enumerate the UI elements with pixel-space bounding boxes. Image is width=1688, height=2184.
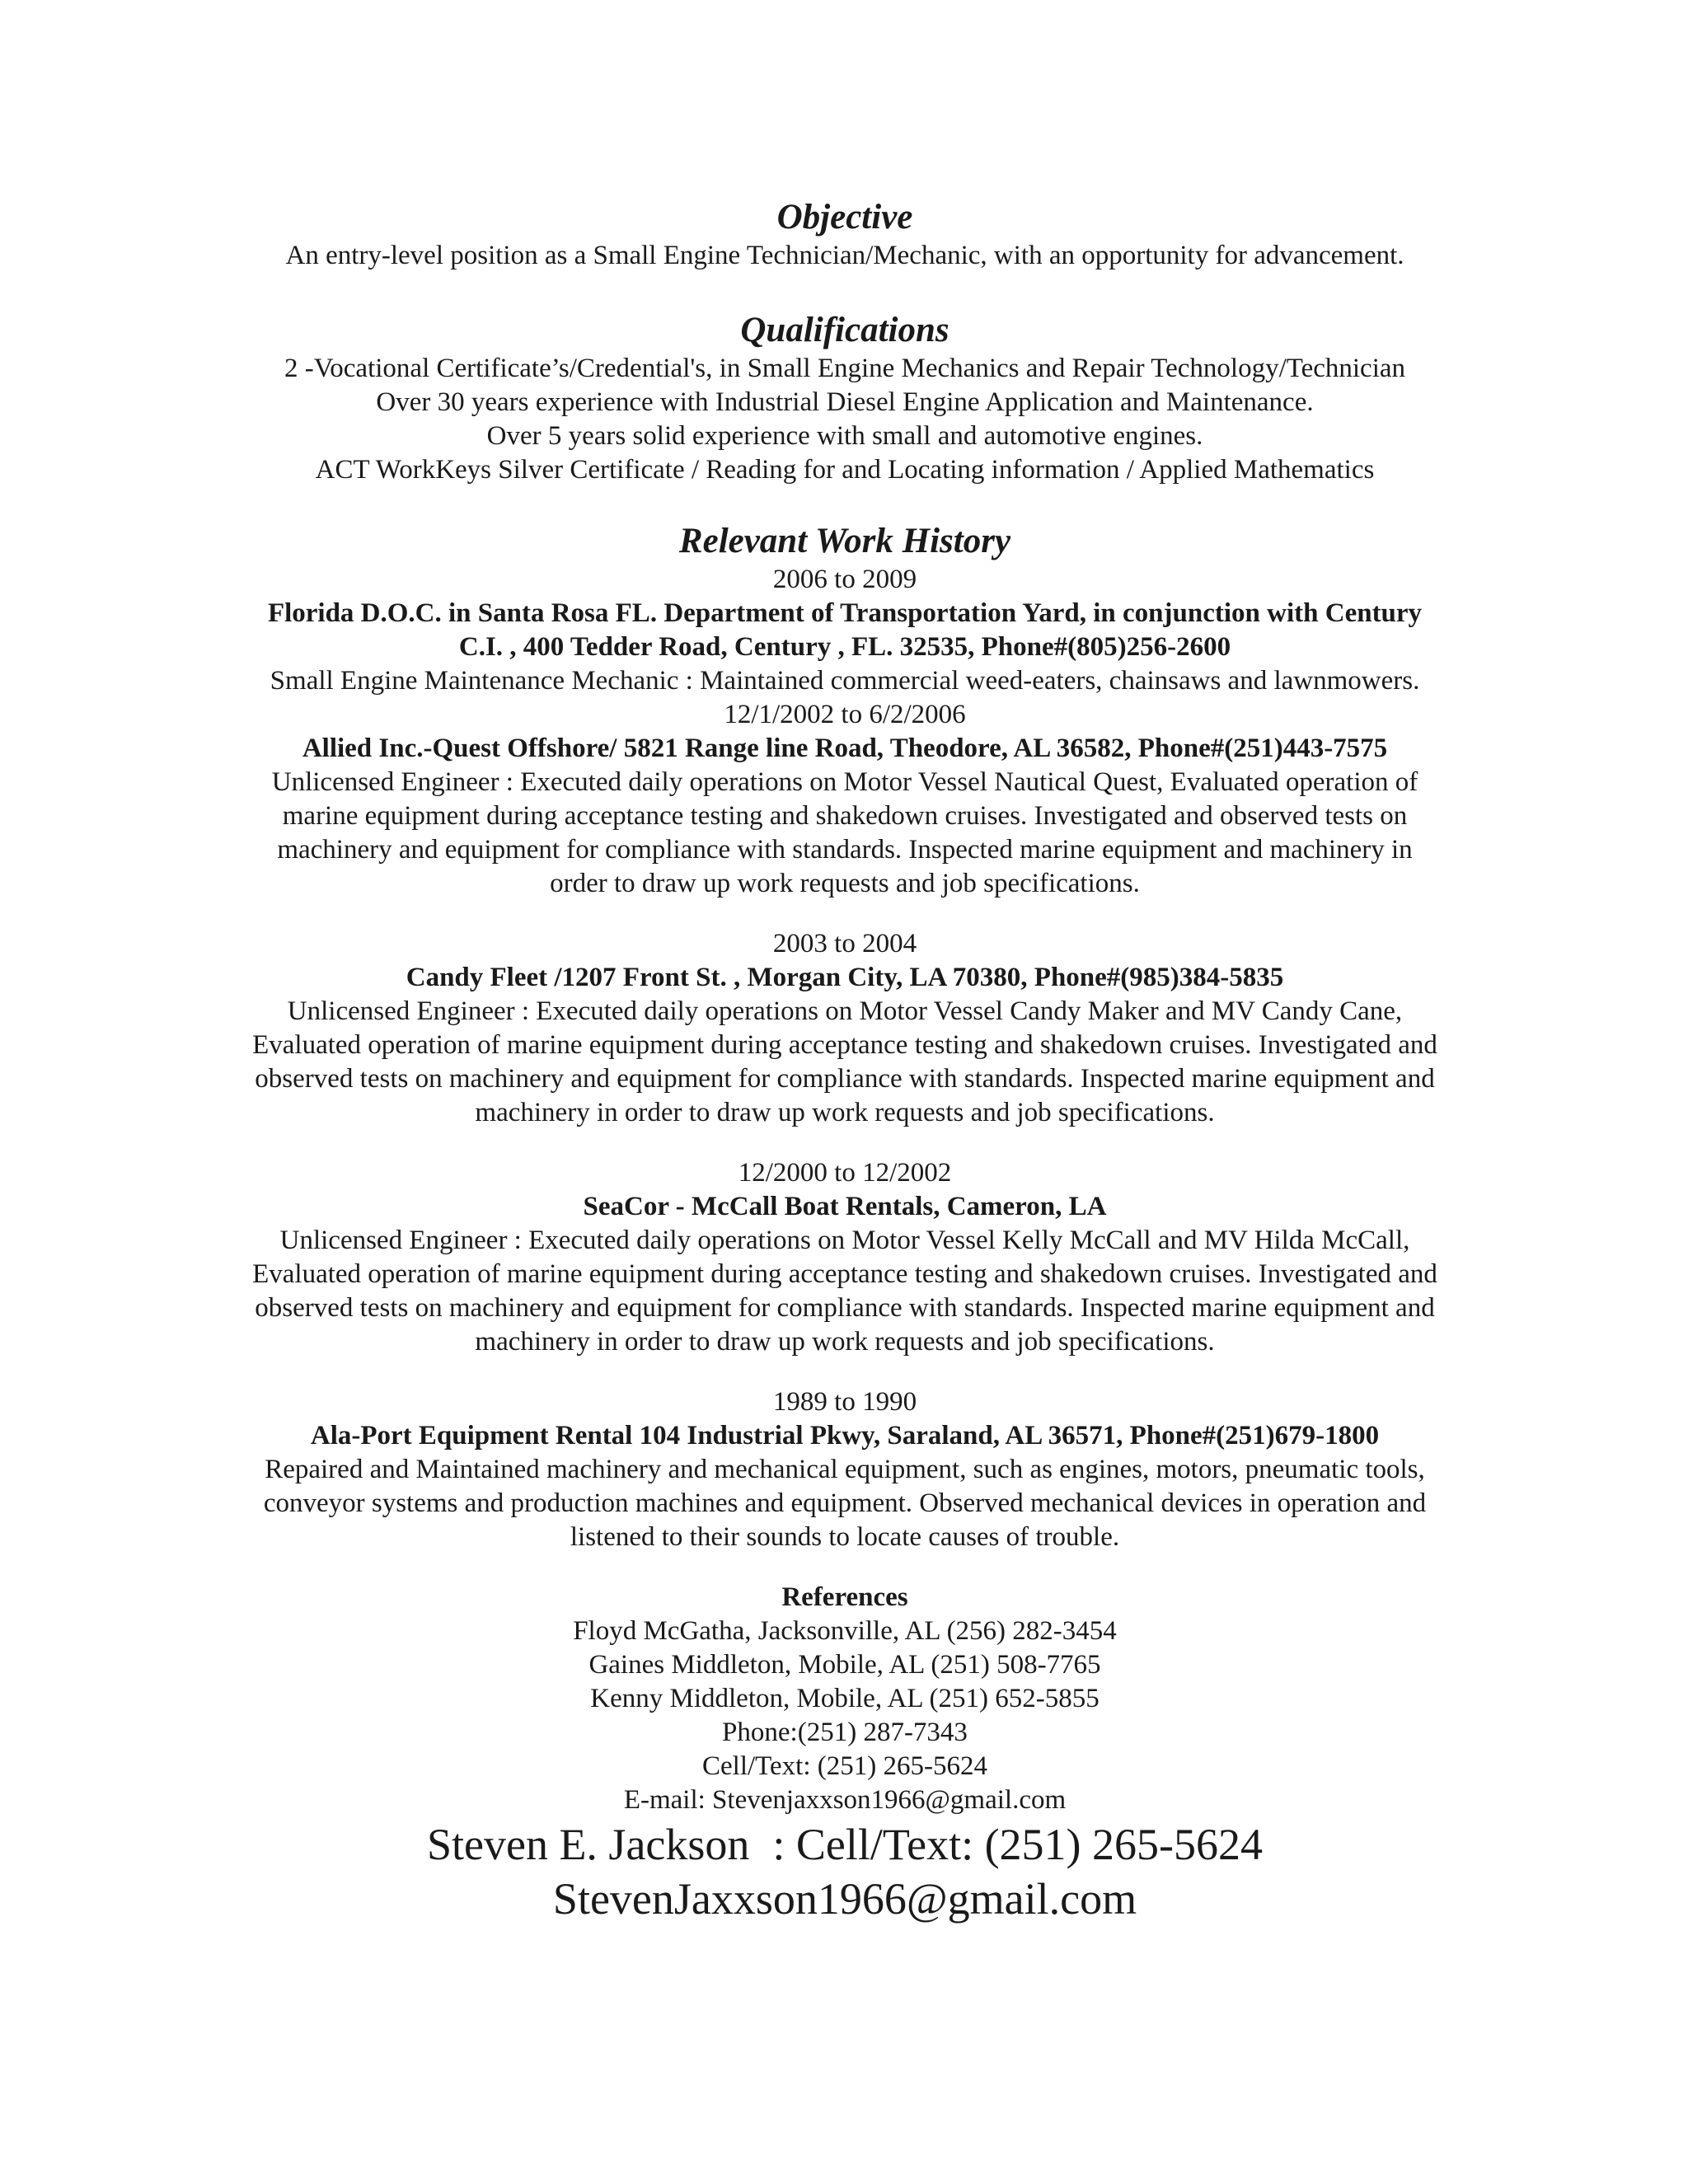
contact-section [190,1817,1500,1926]
job-entry [190,927,1500,1130]
objective-heading: Objective [776,198,913,237]
references-heading: References [781,1582,908,1612]
contact-name: Steven E. Jackson [426,1820,750,1869]
reference-line: Phone:(251) 287-7343 [722,1718,968,1747]
job-description: listened to their sounds to locate causes of trouble. [570,1522,1120,1552]
job-description: order to draw up work requests and job specifications. [550,869,1140,898]
work-history-section [190,520,1500,1554]
qualification-line: Over 30 years experience with Industrial Diesel Engine Application and Maintenance. [376,387,1314,417]
work-history-heading: Relevant Work History [678,522,1011,560]
contact-cell: : Cell/Text: (251) 265-5624 [772,1820,1264,1869]
job-description: Small Engine Maintenance Mechanic : Maintained commercial weed-eaters, chainsaws and lawnmowers. [270,666,1420,696]
job-employer: SeaCor - McCall Boat Rentals, Cameron, LA [583,1192,1107,1221]
job-entry [190,563,1500,698]
reference-line: Kenny Middleton, Mobile, AL (251) 652-5855 [590,1684,1100,1713]
job-employer: Allied Inc.-Quest Offshore/ 5821 Range line Road, Theodore, AL 36582, Phone#(251)443-7575 [302,733,1388,763]
job-description: Unlicensed Engineer : Executed daily operations on Motor Vessel Kelly McCall and MV Hilda McCall, [279,1226,1410,1255]
qualifications-heading: Qualifications [740,311,950,349]
job-employer: C.I. , 400 Tedder Road, Century , FL. 32535, Phone#(805)256-2600 [458,632,1231,662]
job-entry [190,1385,1500,1554]
qualification-line: ACT WorkKeys Silver Certificate / Reading for and Locating information / Applied Mathematics [315,455,1375,485]
qualification-line: 2 -Vocational Certificate’s/Credential's, in Small Engine Mechanics and Repair Technology/Technician [284,354,1406,383]
contact-name-line [190,1817,1500,1872]
contact-email: StevenJaxxson1966@gmail.com [552,1874,1137,1924]
job-employer: Candy Fleet /1207 Front St. , Morgan City, LA 70380, Phone#(985)384-5835 [406,963,1284,992]
job-dates: 2006 to 2009 [772,565,917,594]
resume-content [190,196,1500,1926]
job-description: conveyor systems and production machines and equipment. Observed mechanical devices in operation and [263,1488,1427,1518]
objective-section [190,196,1500,273]
job-description: observed tests on machinery and equipment for compliance with standards. Inspected marine equipment and [255,1293,1435,1323]
job-dates: 2003 to 2004 [772,929,917,958]
job-description: Unlicensed Engineer : Executed daily operations on Motor Vessel Nautical Quest, Evaluated operation of [271,767,1418,797]
reference-line: Gaines Middleton, Mobile, AL (251) 508-7765 [588,1650,1101,1680]
job-entry [190,698,1500,901]
job-employer: Ala-Port Equipment Rental 104 Industrial Pkwy, Saraland, AL 36571, Phone#(251)679-1800 [310,1421,1380,1451]
job-dates: 12/2000 to 12/2002 [738,1158,952,1188]
job-description: Unlicensed Engineer : Executed daily operations on Motor Vessel Candy Maker and MV Candy Cane, [287,996,1403,1026]
job-employer: Florida D.O.C. in Santa Rosa FL. Department of Transportation Yard, in conjunction with Century [267,598,1423,628]
job-dates: 12/1/2002 to 6/2/2006 [724,700,966,729]
references-section [190,1581,1500,1817]
job-description: Evaluated operation of marine equipment during acceptance testing and shakedown cruises. Investigated and [252,1259,1437,1289]
reference-line: Cell/Text: (251) 265-5624 [702,1751,987,1781]
job-description: machinery in order to draw up work requests and job specifications. [475,1327,1215,1357]
job-description: marine equipment during acceptance testing and shakedown cruises. Investigated and observed tests on [282,801,1408,831]
reference-line: Floyd McGatha, Jacksonville, AL (256) 282-3454 [573,1616,1117,1646]
job-description: machinery and equipment for compliance with standards. Inspected marine equipment and machinery in [277,835,1413,865]
job-dates: 1989 to 1990 [772,1387,917,1417]
job-description: observed tests on machinery and equipment for compliance with standards. Inspected marine equipment and [255,1064,1435,1094]
job-description: Repaired and Maintained machinery and mechanical equipment, such as engines, motors, pneumatic tools, [265,1455,1425,1484]
job-description: Evaluated operation of marine equipment during acceptance testing and shakedown cruises. Investigated and [252,1030,1437,1060]
reference-line: E-mail: Stevenjaxxson1966@gmail.com [623,1785,1067,1815]
job-description: machinery in order to draw up work requests and job specifications. [475,1098,1215,1127]
qualifications-section [190,309,1500,487]
qualification-line: Over 5 years solid experience with small and automotive engines. [486,421,1203,451]
objective-text: An entry-level position as a Small Engine Technician/Mechanic, with an opportunity for advancement. [285,241,1404,270]
job-entry [190,1156,1500,1359]
